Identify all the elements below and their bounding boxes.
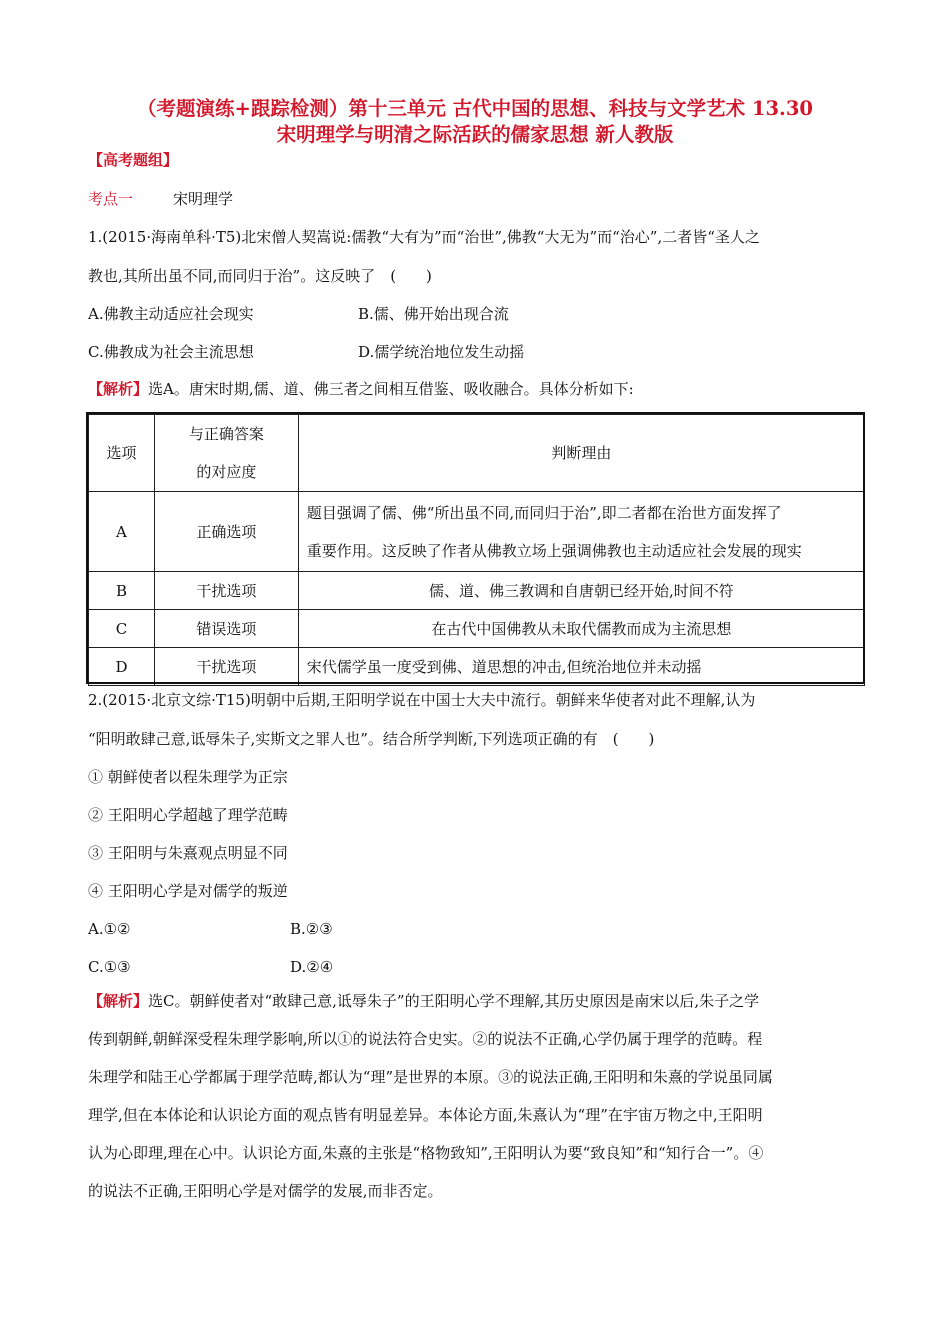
table-cell-reason: 在古代中国佛教从未取代儒教而成为主流思想 bbox=[298, 610, 864, 648]
q2-item-4: ④ 王阳明心学是对儒学的叛逆 bbox=[88, 882, 288, 900]
q1-analysis bbox=[88, 379, 634, 399]
q2-analysis-line-4: 理学,但在本体论和认识论方面的观点皆有明显差异。本体论方面,朱熹认为“理”在宇宙万物之中,王阳明 bbox=[88, 1106, 763, 1124]
table-cell-option: A bbox=[89, 492, 155, 572]
table-row bbox=[89, 572, 865, 610]
q1-option-d: D.儒学统治地位发生动摇 bbox=[358, 343, 525, 361]
q2-item-2: ② 王阳明心学超越了理学范畴 bbox=[88, 806, 288, 824]
topic-label: 考点一 bbox=[88, 190, 134, 208]
q2-analysis-line-6: 的说法不正确,王阳明心学是对儒学的发展,而非否定。 bbox=[88, 1182, 443, 1200]
q2-analysis-text: 选C。朝鲜使者对“敢肆己意,诋辱朱子”的王阳明心学不理解,其历史原因是南宋以后,朱子之学 bbox=[148, 992, 760, 1010]
table-cell-reason bbox=[298, 492, 864, 572]
document-title bbox=[60, 96, 890, 148]
q1-analysis-tag: 【解析】 bbox=[88, 380, 149, 398]
table-cell-degree: 正确选项 bbox=[154, 492, 298, 572]
analysis-table bbox=[88, 414, 865, 686]
table-cell-reason: 宋代儒学虽一度受到佛、道思想的冲击,但统治地位并未动摇 bbox=[298, 648, 864, 686]
q2-analysis-line-2: 传到朝鲜,朝鲜深受程朱理学影响,所以①的说法符合史实。②的说法不正确,心学仍属于理学的范畴。程 bbox=[88, 1030, 763, 1048]
table-cell-degree: 干扰选项 bbox=[154, 572, 298, 610]
section-header: 【高考题组】 bbox=[88, 151, 179, 169]
table-cell-option: B bbox=[89, 572, 155, 610]
table-cell-degree: 干扰选项 bbox=[154, 648, 298, 686]
q2-analysis-line-1 bbox=[88, 991, 759, 1011]
q1-option-c: C.佛教成为社会主流思想 bbox=[88, 343, 254, 361]
topic-name: 宋明理学 bbox=[173, 190, 234, 208]
table-cell-degree: 错误选项 bbox=[154, 610, 298, 648]
q2-stem-line-2: “阳明敢肆己意,诋辱朱子,实斯文之罪人也”。结合所学判断,下列选项正确的有 ( ) bbox=[88, 730, 655, 748]
q1-option-b: B.儒、佛开始出现合流 bbox=[358, 305, 509, 323]
topic-line bbox=[88, 189, 233, 209]
table-cell-option: D bbox=[89, 648, 155, 686]
table-header-reason: 判断理由 bbox=[298, 415, 864, 492]
table-header-row bbox=[89, 415, 865, 492]
q1-analysis-text: 选A。唐宋时期,儒、道、佛三者之间相互借鉴、吸收融合。具体分析如下: bbox=[148, 380, 634, 398]
q2-option-a: A.①② bbox=[88, 920, 131, 938]
table-row bbox=[89, 648, 865, 686]
table-header-option: 选项 bbox=[89, 415, 155, 492]
q2-option-d: D.②④ bbox=[290, 958, 334, 976]
table-cell-reason-line-1: 题目强调了儒、佛“所出虽不同,而同归于治”,即二者都在治世方面发挥了 bbox=[306, 503, 782, 522]
q2-option-b: B.②③ bbox=[290, 920, 333, 938]
table-cell-reason: 儒、道、佛三教调和自唐朝已经开始,时间不符 bbox=[298, 572, 864, 610]
table-header-degree bbox=[154, 415, 298, 492]
q2-option-c: C.①③ bbox=[88, 958, 131, 976]
q1-stem-line-2: 教也,其所出虽不同,而同归于治”。这反映了 ( ) bbox=[88, 267, 432, 285]
q2-analysis-line-3: 朱理学和陆王心学都属于理学范畴,都认为“理”是世界的本原。③的说法正确,王阳明和朱熹的学说虽同属 bbox=[88, 1068, 773, 1086]
q2-analysis-tag: 【解析】 bbox=[88, 992, 149, 1010]
q1-stem-line-1: 1.(2015·海南单科·T5)北宋僧人契嵩说:儒教“大有为”而“治世”,佛教“大无为”而“治心”,二者皆“圣人之 bbox=[88, 228, 760, 246]
q2-analysis-line-5: 认为心即理,理在心中。认识论方面,朱熹的主张是“格物致知”,王阳明认为要“致良知”和“知行合一”。④ bbox=[88, 1144, 764, 1162]
q2-item-3: ③ 王阳明与朱熹观点明显不同 bbox=[88, 844, 288, 862]
table-row bbox=[89, 492, 865, 572]
table-cell-reason-line-2: 重要作用。这反映了作者从佛教立场上强调佛教也主动适应社会发展的现实 bbox=[306, 541, 802, 560]
title-line-1: （考题演练+跟踪检测）第十三单元 古代中国的思想、科技与文学艺术 13.30 bbox=[137, 97, 813, 120]
table-header-degree-line-1: 与正确答案 bbox=[188, 425, 264, 443]
title-line-2: 宋明理学与明清之际活跃的儒家思想 新人教版 bbox=[276, 123, 674, 146]
table-cell-option: C bbox=[89, 610, 155, 648]
q2-item-1: ① 朝鲜使者以程朱理学为正宗 bbox=[88, 768, 288, 786]
table-row bbox=[89, 610, 865, 648]
table-header-degree-line-2: 的对应度 bbox=[196, 463, 257, 481]
q1-option-a: A.佛教主动适应社会现实 bbox=[88, 305, 254, 323]
q2-stem-line-1: 2.(2015·北京文综·T15)明朝中后期,王阳明学说在中国士大夫中流行。朝鲜来华使者对此不理解,认为 bbox=[88, 691, 756, 709]
